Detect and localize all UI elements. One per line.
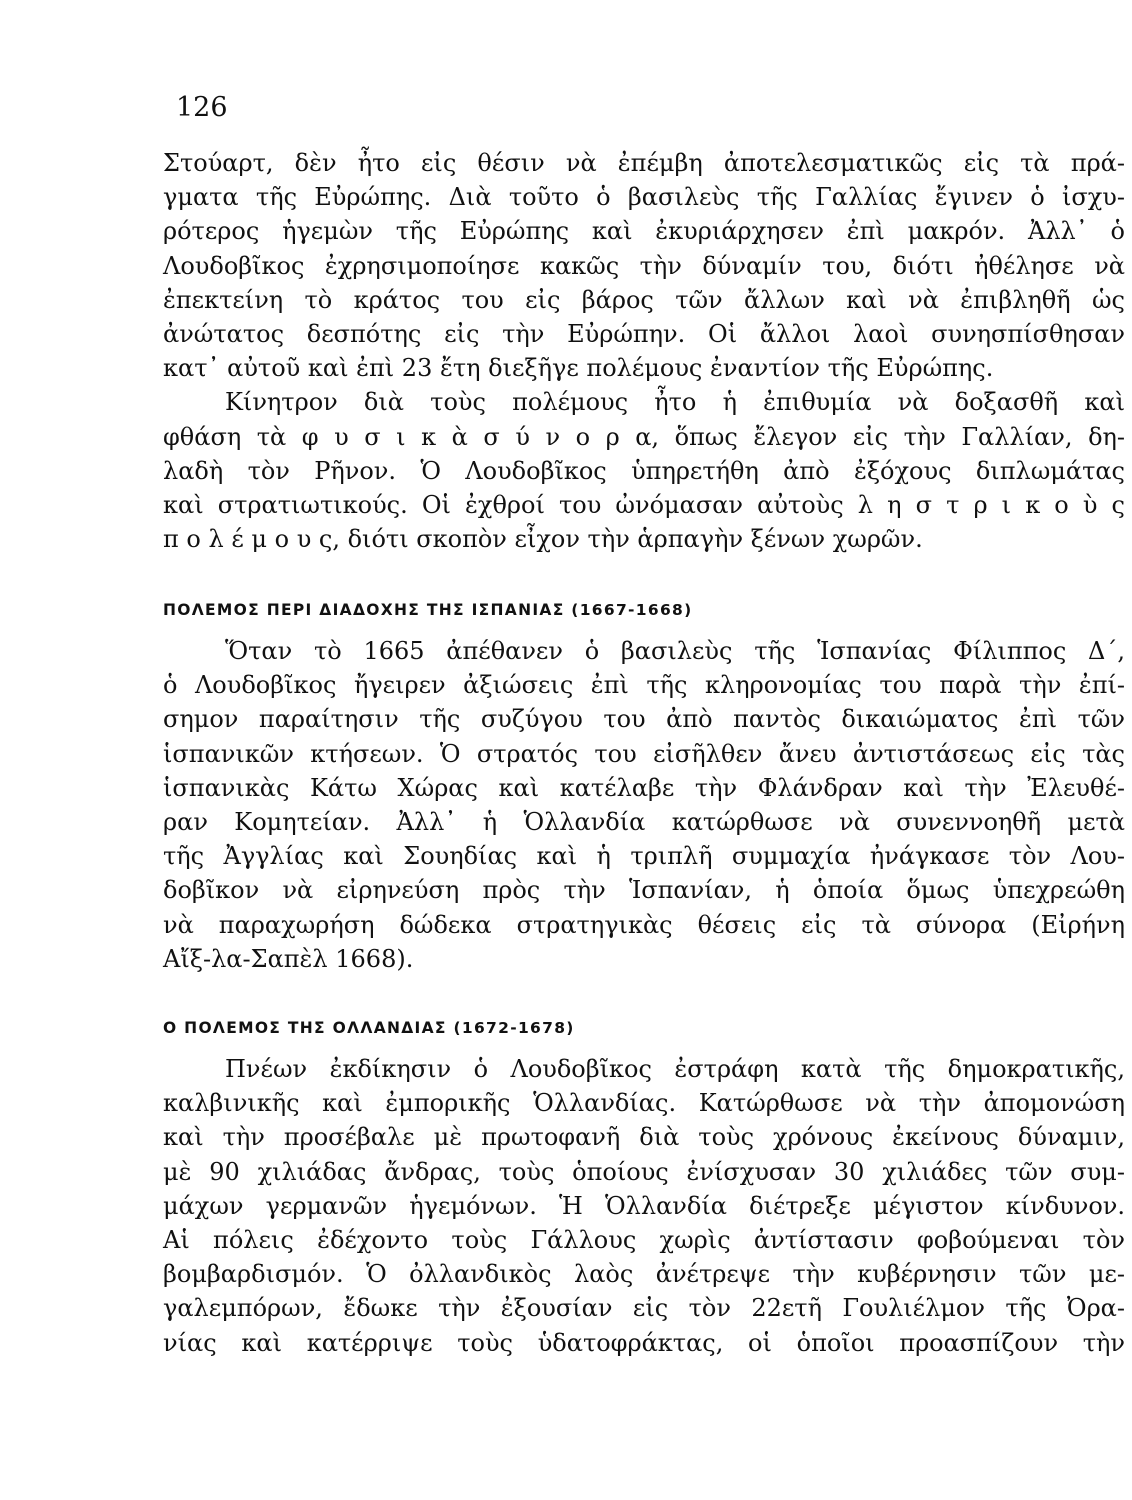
text-line: γαλεμπόρων, ἔδωκε τὴν ἐξουσίαν εἰς τὸν 22ετῆ Γουλιέλμον τῆς Ὀρα- xyxy=(163,1294,1125,1323)
text-line: ρότερος ἡγεμὼν τῆς Εὐρώπης καὶ ἐκυριάρχησεν ἐπὶ μακρόν. Ἀλλ᾽ ὁ xyxy=(163,217,1125,246)
text-line: βομβαρδισμόν. Ὁ ὀλλανδικὸς λαὸς ἀνέτρεψε τὴν κυβέρνησιν τῶν με- xyxy=(163,1260,1125,1289)
text-line: ἱσπανικὰς Κάτω Χώρας καὶ κατέλαβε τὴν Φλάνδραν καὶ τὴν Ἐλευθέ- xyxy=(163,773,1125,802)
section3-text xyxy=(163,1052,1125,1360)
section-heading-holland: Ο ΠΟΛΕΜΟΣ ΤΗΣ ΟΛΛΑΝΔΙΑΣ (1672-1678) xyxy=(163,1019,575,1037)
text-line: κατ᾽ αὐτοῦ καὶ ἐπὶ 23 ἔτη διεξῆγε πολέμους ἐναντίον τῆς Εὐρώπης. xyxy=(163,354,994,383)
text-line: ὁ Λουδοβῖκος ἤγειρεν ἀξιώσεις ἐπὶ τῆς κληρονομίας του παρὰ τὴν ἐπί- xyxy=(163,671,1125,700)
text-line: σημον παραίτησιν τῆς συζύγου του ἀπὸ παντὸς δικαιώματος ἐπὶ τῶν xyxy=(163,705,1125,734)
text-line: μάχων γερμανῶν ἡγεμόνων. Ἡ Ὁλλανδία διέτρεξε μέγιστον κίνδυνον. xyxy=(163,1191,1125,1220)
text-line: καὶ τὴν προσέβαλε μὲ πρωτοφανῆ διὰ τοὺς χρόνους ἐκείνους δύναμιν, xyxy=(163,1123,1125,1152)
text-line: νίας καὶ κατέρριψε τοὺς ὑδατοφράκτας, οἱ ὁποῖοι προασπίζουν τὴν xyxy=(163,1328,1125,1357)
text-line: ἱσπανικῶν κτήσεων. Ὁ στρατός του εἰσῆλθεν ἄνευ ἀντιστάσεως εἰς τὰς xyxy=(163,739,1125,768)
text-line: φθάση τὰ φ υ σ ι κ ὰ σ ύ ν ο ρ α, ὅπως ἔλεγον εἰς τὴν Γαλλίαν, δη- xyxy=(163,422,1125,451)
text-line: γματα τῆς Εὐρώπης. Διὰ τοῦτο ὁ βασιλεὺς τῆς Γαλλίας ἔγινεν ὁ ἰσχυ- xyxy=(163,183,1125,212)
text-line: Πνέων ἐκδίκησιν ὁ Λουδοβῖκος ἐστράφη κατὰ τῆς δημοκρατικῆς, xyxy=(225,1055,1125,1083)
text-line: νὰ παραχωρήση δώδεκα στρατηγικὰς θέσεις εἰς τὰ σύνορα (Εἰρήνη xyxy=(163,910,1125,939)
text-line: Στούαρτ, δὲν ἦτο εἰς θέσιν νὰ ἐπέμβη ἀποτελεσματικῶς εἰς τὰ πρά- xyxy=(163,149,1125,177)
section2-text xyxy=(163,634,1125,976)
section1-text xyxy=(163,146,1125,556)
text-line: καλβινικῆς καὶ ἐμπορικῆς Ὁλλανδίας. Κατώρθωσε νὰ τὴν ἀπομονώση xyxy=(163,1089,1125,1118)
text-line: καὶ στρατιωτικούς. Οἱ ἐχθροί του ὠνόμασαν αὐτοὺς λ η σ τ ρ ι κ ο ὺ ς xyxy=(163,490,1125,519)
text-line: Αἱ πόλεις ἐδέχοντο τοὺς Γάλλους χωρὶς ἀντίστασιν φοβούμεναι τὸν xyxy=(163,1225,1125,1254)
text-line: ἐπεκτείνη τὸ κράτος του εἰς βάρος τῶν ἄλλων καὶ νὰ ἐπιβληθῆ ὡς xyxy=(163,285,1125,314)
text-line: Κίνητρον διὰ τοὺς πολέμους ἦτο ἡ ἐπιθυμία νὰ δοξασθῆ καὶ xyxy=(225,388,1125,417)
text-line: ἀνώτατος δεσπότης εἰς τὴν Εὐρώπην. Οἱ ἄλλοι λαοὶ συνησπίσθησαν xyxy=(163,319,1125,348)
text-line: τῆς Ἀγγλίας καὶ Σουηδίας καὶ ἡ τριπλῆ συμμαχία ἠνάγκασε τὸν Λου- xyxy=(163,842,1125,871)
page-number: 126 xyxy=(176,92,228,123)
text-line: ραν Κομητείαν. Ἀλλ᾽ ἡ Ὁλλανδία κατώρθωσε νὰ συνεννοηθῆ μετὰ xyxy=(163,807,1125,836)
text-line: μὲ 90 χιλιάδας ἄνδρας, τοὺς ὁποίους ἐνίσχυσαν 30 χιλιάδες τῶν συμ- xyxy=(163,1157,1125,1186)
text-line: δοβῖκον νὰ εἰρηνεύση πρὸς τὴν Ἱσπανίαν, ἡ ὁποία ὅμως ὑπεχρεώθη xyxy=(163,876,1125,905)
text-line: Ὅταν τὸ 1665 ἀπέθανεν ὁ βασιλεὺς τῆς Ἱσπανίας Φίλιππος Δ΄, xyxy=(225,637,1125,665)
text-line: λαδὴ τὸν Ρῆνον. Ὁ Λουδοβῖκος ὑπηρετήθη ἀπὸ ἐξόχους διπλωμάτας xyxy=(163,456,1125,485)
text-line: π ο λ έ μ ο υ ς, διότι σκοπὸν εἶχον τὴν ἁρπαγὴν ξένων χωρῶν. xyxy=(163,525,923,554)
text-line: Λουδοβῖκος ἐχρησιμοποίησε κακῶς τὴν δύναμίν του, διότι ἠθέλησε νὰ xyxy=(163,251,1125,280)
section-heading-spain: ΠΟΛΕΜΟΣ ΠΕΡΙ ΔΙΑΔΟΧΗΣ ΤΗΣ ΙΣΠΑΝΙΑΣ (1667-1668) xyxy=(163,601,693,619)
text-line: Αἴξ-λα-Σαπὲλ 1668). xyxy=(163,944,414,973)
